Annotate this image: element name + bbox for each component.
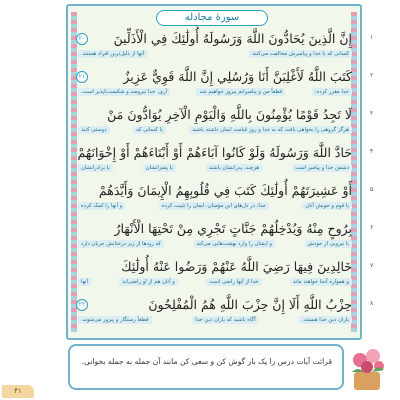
translation-phrase: هرگز گروهی را نخواهی یافت که به خدا و روز قیامت ایمان داشته باشند — [189, 126, 352, 134]
verse-line — [78, 258, 352, 287]
translation-phrase: با کسانی که — [133, 126, 166, 134]
surah-title: سورهٔ مجادله — [156, 10, 268, 26]
verse-number-marker: ٢٠ — [76, 33, 88, 45]
translation-row — [78, 124, 352, 135]
translation-phrase: یاران دین خدا هستند. — [299, 316, 352, 324]
line-number: ۴ — [370, 148, 374, 155]
line-number: ۶ — [370, 224, 374, 231]
translation-row — [78, 162, 352, 173]
verse-line — [78, 296, 352, 325]
translation-phrase: آگاه باشید که یاران دین خدا — [192, 316, 258, 324]
verse-line — [78, 68, 352, 97]
translation-row — [78, 238, 352, 249]
translation-phrase: که رودها از زیر درختانش جریان دارد — [78, 240, 164, 248]
line-number: ۳ — [370, 110, 374, 117]
translation-row — [78, 276, 352, 287]
line-number: ۲ — [370, 72, 374, 79]
translation-row — [78, 48, 352, 59]
page-number: ۴۱ — [2, 385, 34, 398]
verse-line — [78, 30, 352, 59]
translation-phrase: یا پسرانشان — [143, 164, 176, 172]
translation-row — [78, 200, 352, 211]
verse-number-marker: ٢١ — [76, 71, 88, 83]
flower-illustration — [346, 342, 388, 392]
translation-phrase: کسانی که با خدا و پیامبرش مخالفت می‌کنند — [249, 50, 352, 58]
translation-phrase: دشمن خدا و پیامبر است — [292, 164, 352, 172]
translation-phrase: یا برادرانشان — [78, 164, 113, 172]
translation-row — [78, 314, 352, 325]
verse-line — [78, 220, 352, 249]
verse-line — [78, 144, 352, 173]
translation-phrase: و همواره آنجا خواهند ماند — [290, 278, 352, 286]
translation-phrase: آری، خدا نیرومند و شکست‌ناپذیر است. — [78, 88, 170, 96]
translation-phrase: و ایشان را وارد بهشت‌هایی می‌کند — [194, 240, 275, 248]
translation-phrase: یا قوم و خویش آنان — [302, 202, 352, 210]
translation-phrase: قطعاً رستگار و پیروز می‌شوند. — [78, 316, 152, 324]
translation-phrase: خدا، در دل‌های این مؤمنان، ایمان را تثبیت کرده — [159, 202, 269, 210]
line-number: ۸ — [370, 300, 374, 307]
frame-ornament — [71, 12, 77, 332]
verse-line — [78, 182, 352, 211]
verse-arabic-text: إِنَّ الَّذِينَ يُحَادُّونَ اللَّهَ وَرَسُولَهُ أُولَٰئِكَ فِي الْأَذَلِّينَ — [113, 31, 352, 46]
verse-arabic-text: كَتَبَ اللَّهُ لَأَغْلِبَنَّ أَنَا وَرُسُلِي إِنَّ اللَّهَ قَوِيٌّ عَزِيزٌ — [123, 69, 352, 84]
translation-phrase: خدا مقرر کرده: — [312, 88, 352, 96]
translation-phrase: خدا از آنها راضی است — [206, 278, 261, 286]
instruction-box — [68, 344, 344, 390]
verse-arabic-text: أَوْ عَشِيرَتَهُمْ أُولَٰئِكَ كَتَبَ فِي قُلُوبِهِمُ الْإِيمَانَ وَأَيَّدَهُمْ — [98, 183, 352, 198]
line-number: ۵ — [370, 186, 374, 193]
verse-arabic-text: خَالِدِينَ فِيهَا رَضِيَ اللَّهُ عَنْهُمْ وَرَضُوا عَنْهُ أُولَٰئِكَ — [121, 259, 352, 274]
verse-arabic-text: بِرُوحٍ مِنْهُ وَيُدْخِلُهُمْ جَنَّاتٍ تَجْرِي مِنْ تَحْتِهَا الْأَنْهَارُ — [114, 221, 352, 236]
verse-number-marker: ٢٢ — [76, 299, 88, 311]
verse-arabic-text: لَا تَجِدُ قَوْمًا يُؤْمِنُونَ بِاللَّهِ وَالْيَوْمِ الْآخِرِ يُوَادُّونَ مَنْ — [107, 107, 352, 122]
verse-line — [78, 106, 352, 135]
translation-phrase: با نیرویی از خودش — [305, 240, 352, 248]
instruction-text: قرائت آیات درس را یک بار گوش کن و سعی کن مانند آن جمله به جمله بخوانی. — [81, 357, 332, 366]
line-number: ۱ — [370, 34, 374, 41]
line-number: ۷ — [370, 262, 374, 269]
translation-phrase: هرچند، پدرانشان باشند — [206, 164, 262, 172]
translation-phrase: دوستی کنند — [78, 126, 110, 134]
verse-arabic-text: حَادَّ اللَّهَ وَرَسُولَهُ وَلَوْ كَانُوا آبَاءَهُمْ أَوْ أَبْنَاءَهُمْ أَوْ إِخْوَانَهُمْ — [77, 145, 352, 160]
translation-phrase: و آنان هم از او راضی‌اند — [119, 278, 177, 286]
translation-row — [78, 86, 352, 97]
translation-phrase: قطعاً من و پیامبرانم پیروز خواهیم شد — [196, 88, 285, 96]
translation-phrase: آنها — [78, 278, 91, 286]
verse-arabic-text: حِزْبُ اللَّهِ أَلَا إِنَّ حِزْبَ اللَّهِ هُمُ الْمُفْلِحُونَ — [148, 297, 352, 312]
translation-phrase: و آنها را کمک کرده — [78, 202, 125, 210]
translation-phrase: آنها از ذلیل‌ترین افراد هستند. — [78, 50, 147, 58]
